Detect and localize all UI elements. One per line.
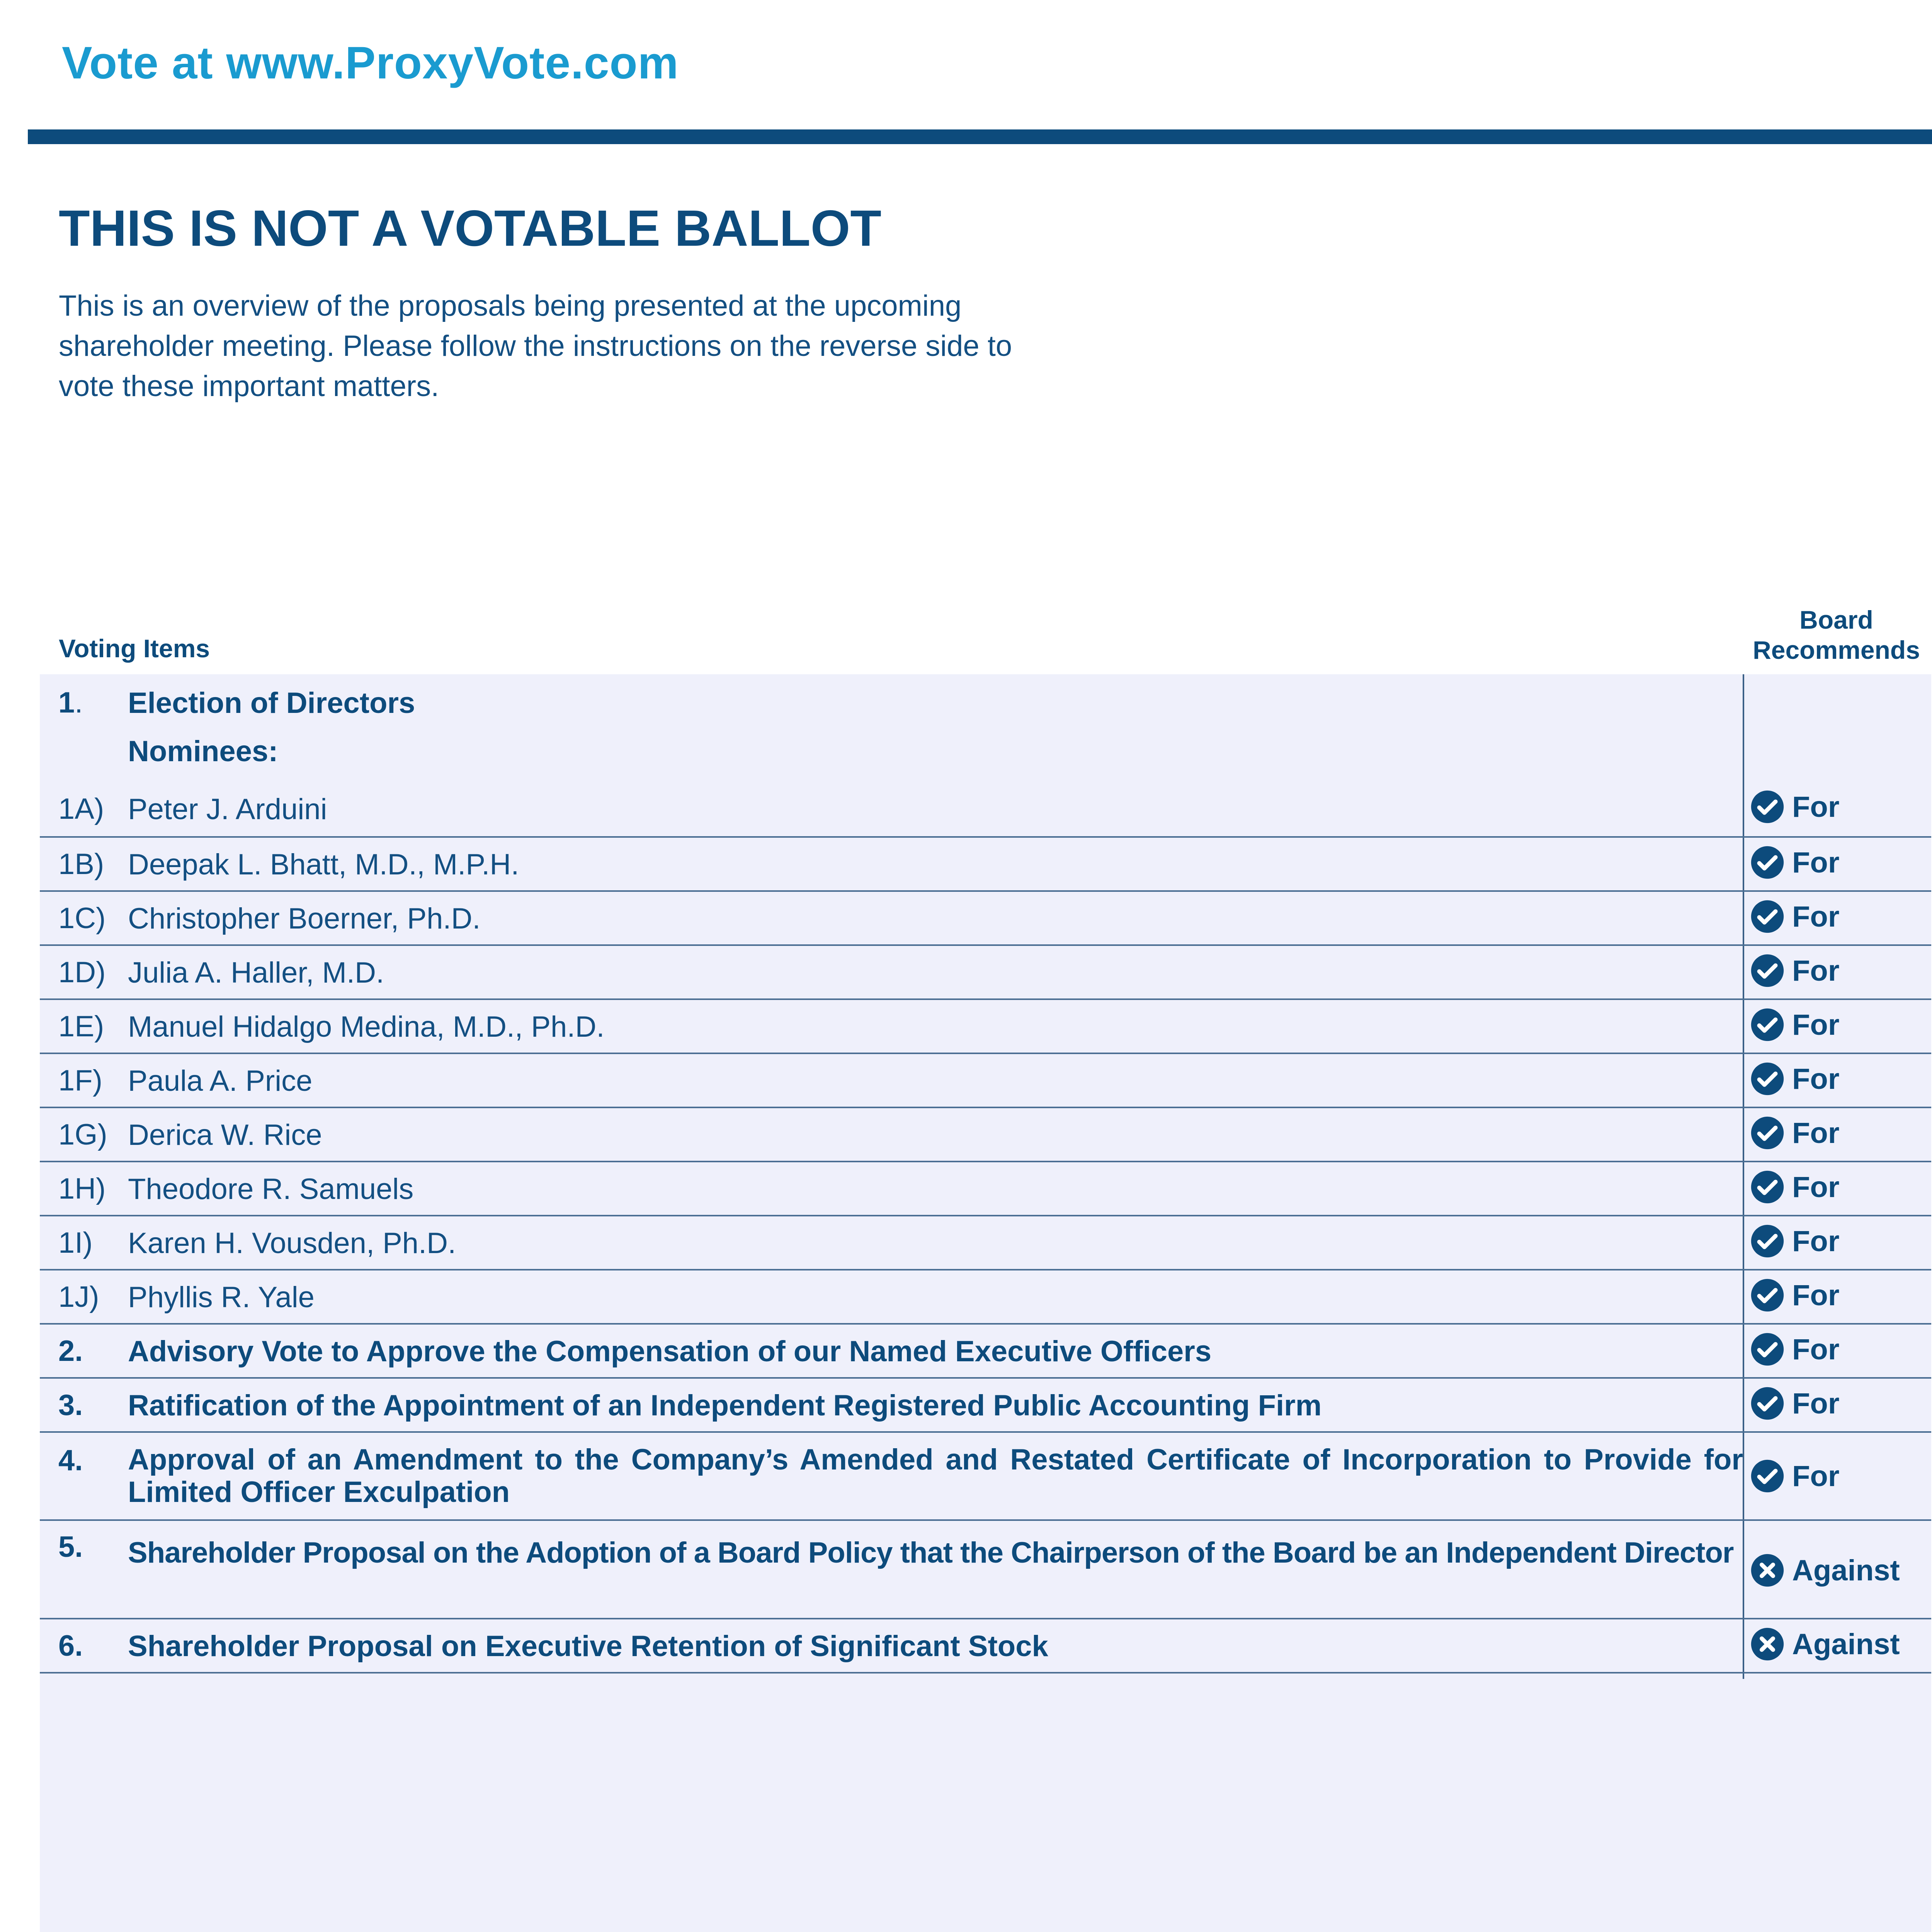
check-circle-icon: [1750, 789, 1785, 825]
proposal-row: [40, 1379, 1931, 1433]
recommendation: For: [1750, 899, 1839, 934]
recommendation: For: [1750, 789, 1839, 825]
item-1-row: [40, 674, 1931, 728]
vote-url-header: Vote at www.ProxyVote.com: [62, 37, 679, 88]
proposal-number: 5.: [58, 1531, 83, 1563]
recommendation: For: [1750, 1169, 1839, 1205]
nominee-row: [40, 1162, 1931, 1216]
nominee-row: [40, 892, 1931, 946]
recommendation: Against: [1750, 1553, 1900, 1588]
recommendation: For: [1750, 1332, 1839, 1367]
nominee-row: [40, 838, 1931, 892]
recommendation: For: [1750, 1386, 1839, 1421]
recommendation: For: [1750, 1458, 1839, 1494]
proposal-text: Ratification of the Appointment of an Independent Registered Public Accounting Firm: [128, 1389, 1322, 1422]
board-recommends-header: [1731, 605, 1932, 665]
nominee-row: [40, 781, 1931, 838]
voting-items-header: Voting Items: [59, 634, 210, 663]
nominee-row: [40, 946, 1931, 1000]
check-circle-icon: [1750, 1169, 1785, 1205]
recommendation: For: [1750, 1061, 1839, 1097]
nominee-id: 1J): [58, 1281, 99, 1313]
page-title: THIS IS NOT A VOTABLE BALLOT: [59, 200, 882, 257]
nominee-name: Phyllis R. Yale: [128, 1281, 315, 1314]
check-circle-icon: [1750, 1007, 1785, 1043]
recommendation: For: [1750, 1115, 1839, 1151]
proposal-text: Shareholder Proposal on the Adoption of a Board Policy that the Chairperson of the Board be an Independent Director: [128, 1536, 1734, 1569]
recommendation: For: [1750, 845, 1839, 880]
nominee-name: Deepak L. Bhatt, M.D., M.P.H.: [128, 848, 519, 881]
nominees-row: [40, 728, 1931, 781]
nominee-id: 1F): [58, 1064, 102, 1097]
nominee-name: Paula A. Price: [128, 1065, 313, 1097]
item-1-title: Election of Directors: [128, 687, 415, 719]
nominee-row: [40, 1054, 1931, 1108]
check-circle-icon: [1750, 1277, 1785, 1313]
board-recommends-line2: Recommends: [1753, 636, 1920, 664]
nominee-id: 1D): [58, 956, 106, 989]
recommendation: For: [1750, 1007, 1839, 1043]
recommendation: For: [1750, 1223, 1839, 1259]
nominee-name: Julia A. Haller, M.D.: [128, 956, 384, 989]
nominees-label: Nominees:: [128, 735, 278, 768]
nominee-row: [40, 1000, 1931, 1054]
recommendation: For: [1750, 1277, 1839, 1313]
intro-text: This is an overview of the proposals being presented at the upcoming shareholder meeting. Please follow the instructions on the reverse side to vote these important matters.: [59, 289, 1012, 403]
check-circle-icon: [1750, 1223, 1785, 1259]
check-circle-icon: [1750, 953, 1785, 988]
proposal-number: 2.: [58, 1335, 83, 1367]
nominee-row: [40, 1270, 1931, 1325]
nominee-row: [40, 1108, 1931, 1162]
item-number: 1.: [58, 686, 83, 719]
nominee-id: 1G): [58, 1118, 107, 1151]
check-circle-icon: [1750, 899, 1785, 934]
proposal-number: 4.: [58, 1444, 83, 1477]
header-divider: [28, 129, 1932, 144]
voting-items-table: [40, 674, 1931, 1673]
check-circle-icon: [1750, 1458, 1785, 1494]
recommendation: For: [1750, 953, 1839, 988]
proposal-row: [40, 1325, 1931, 1379]
nominee-id: 1H): [58, 1172, 106, 1205]
check-circle-icon: [1750, 1115, 1785, 1151]
proposal-row: [40, 1619, 1931, 1673]
nominee-name: Karen H. Vousden, Ph.D.: [128, 1227, 456, 1260]
check-circle-icon: [1750, 1332, 1785, 1367]
nominee-row: [40, 1216, 1931, 1270]
proposal-text: Advisory Vote to Approve the Compensation of our Named Executive Officers: [128, 1335, 1212, 1368]
nominee-name: Manuel Hidalgo Medina, M.D., Ph.D.: [128, 1010, 605, 1043]
nominee-name: Theodore R. Samuels: [128, 1173, 414, 1206]
proposal-number: 3.: [58, 1389, 83, 1422]
x-circle-icon: [1750, 1553, 1785, 1588]
nominee-id: 1E): [58, 1010, 104, 1043]
nominee-id: 1C): [58, 902, 106, 935]
nominee-id: 1A): [58, 793, 104, 825]
nominee-name: Peter J. Arduini: [128, 793, 327, 826]
recommendation: Against: [1750, 1626, 1900, 1662]
nominee-name: Derica W. Rice: [128, 1119, 322, 1151]
x-circle-icon: [1750, 1626, 1785, 1662]
proposal-number: 6.: [58, 1629, 83, 1662]
check-circle-icon: [1750, 1386, 1785, 1421]
nominee-id: 1B): [58, 848, 104, 881]
nominee-name: Christopher Boerner, Ph.D.: [128, 902, 481, 935]
check-circle-icon: [1750, 1061, 1785, 1097]
proposal-row: [40, 1521, 1931, 1619]
proposal-row: [40, 1433, 1931, 1521]
check-circle-icon: [1750, 845, 1785, 880]
proposal-text: Approval of an Amendment to the Company’s Amended and Restated Certificate of Incorporation to Provide for Limited Officer Exculpation: [128, 1443, 1743, 1509]
board-recommends-line1: Board: [1799, 605, 1873, 634]
nominee-id: 1I): [58, 1226, 93, 1259]
proposal-text: Shareholder Proposal on Executive Retention of Significant Stock: [128, 1630, 1048, 1663]
